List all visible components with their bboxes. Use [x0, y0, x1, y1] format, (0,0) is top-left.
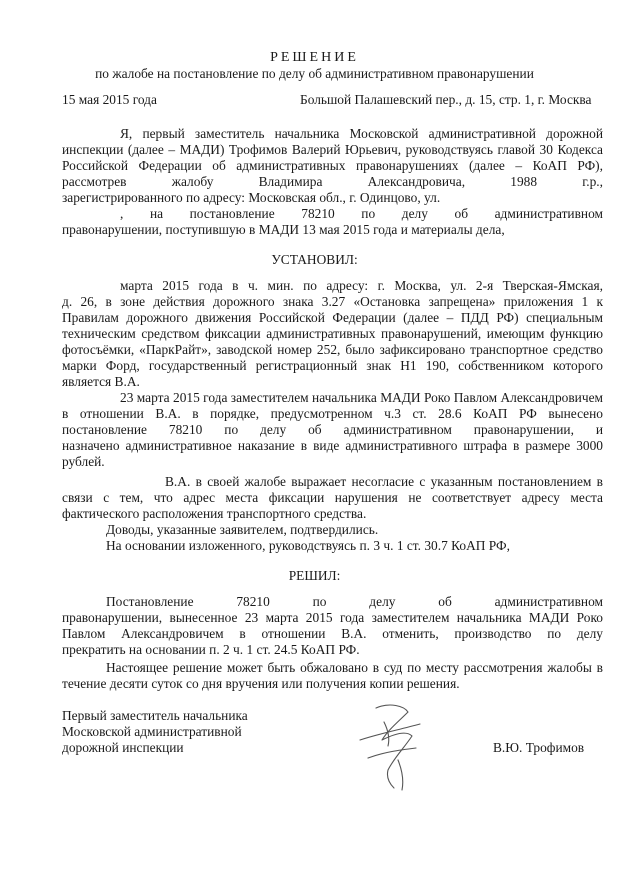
established-line: Доводы, указанные заявителем, подтвердились. — [106, 522, 379, 537]
established-line: техническим средством фиксации административных правонарушений, имеющим функцию — [62, 326, 603, 341]
established-line: в отношении В.А. в порядке, предусмотренном ч.3 ст. 28.6 КоАП РФ вынесено — [62, 406, 603, 421]
established-line: фотосъёмки, «ПаркРайт», заводской номер 252, было зафиксировано транспортное средство — [62, 342, 603, 357]
established-line: постановление 78210 по делу об административном правонарушении, и — [62, 422, 603, 437]
established-line: фактического расположения транспортного средства. — [62, 506, 367, 521]
intro-line: Я, первый заместитель начальника Московской административной дорожной — [120, 126, 603, 141]
established-line: На основании изложенного, руководствуясь п. 3 ч. 1 ст. 30.7 КоАП РФ, — [106, 538, 510, 553]
decided-line: Настоящее решение может быть обжаловано в суд по месту рассмотрения жалобы в — [106, 660, 603, 675]
established-line: д. 26, в зоне действия дорожного знака 3.27 «Остановка запрещена» приложения 1 к — [62, 294, 603, 309]
decided-line: Павлом Александровичем в отношении В.А. отменить, производство по делу — [62, 626, 603, 641]
document-subtitle: по жалобе на постановление по делу об административном правонарушении — [95, 66, 534, 81]
signer-title-line: дорожной инспекции — [62, 740, 184, 755]
decided-line: правонарушении, вынесенное 23 марта 2015 года заместителем начальника МАДИ Роко — [62, 610, 603, 625]
signer-title-line: Первый заместитель начальника — [62, 708, 248, 723]
intro-line: инспекции (далее – МАДИ) Трофимов Валерий Юрьевич, руководствуясь главой 30 Кодекса — [62, 142, 603, 157]
decided-line: прекратить на основании п. 2 ч. 1 ст. 24.5 КоАП РФ. — [62, 642, 360, 657]
established-line: 23 марта 2015 года заместителем начальника МАДИ Роко Павлом Александровичем — [120, 390, 603, 405]
established-line: Правилам дорожного движения Российской Федерации (далее – ПДД РФ) специальным — [62, 310, 603, 325]
intro-line: зарегистрированного по адресу: Московская обл., г. Одинцово, ул. — [62, 190, 441, 205]
heading-established: УСТАНОВИЛ: — [271, 252, 358, 267]
established-line: марта 2015 года в ч. мин. по адресу: г. Москва, ул. 2-я Тверская-Ямская, — [120, 278, 603, 293]
established-line: В.А. в своей жалобе выражает несогласие с указанным постановлением в — [165, 474, 603, 489]
signer-title-line: Московской административной — [62, 724, 242, 739]
established-line: является В.А. — [62, 374, 140, 389]
intro-line: , на постановление 78210 по делу об административном — [120, 206, 603, 221]
handwritten-signature — [338, 700, 448, 795]
document-date: 15 мая 2015 года — [62, 92, 157, 107]
established-line: рублей. — [62, 454, 105, 469]
established-line: марки Форд, государственный регистрационный знак Н1 190, собственником которого — [62, 358, 603, 373]
document-place: Большой Палашевский пер., д. 15, стр. 1, г. Москва — [300, 92, 592, 107]
document-title: РЕШЕНИЕ — [270, 50, 359, 65]
heading-decided: РЕШИЛ: — [288, 568, 341, 583]
decided-line: течение десяти суток со дня вручения или получения копии решения. — [62, 676, 460, 691]
intro-line: рассмотрев жалобу Владимира Александровича, 1988 г.р., — [62, 174, 603, 189]
intro-line: Российской Федерации об административных правонарушениях (далее – КоАП РФ), — [62, 158, 603, 173]
decided-line: Постановление 78210 по делу об административном — [106, 594, 603, 609]
established-line: назначено административное наказание в виде административного штрафа в размере 3000 — [62, 438, 603, 453]
intro-line: правонарушении, поступившую в МАДИ 13 мая 2015 года и материалы дела, — [62, 222, 505, 237]
signer-name: В.Ю. Трофимов — [493, 740, 585, 755]
established-line: связи с тем, что адрес места фиксации нарушения не соответствует адресу места — [62, 490, 603, 505]
